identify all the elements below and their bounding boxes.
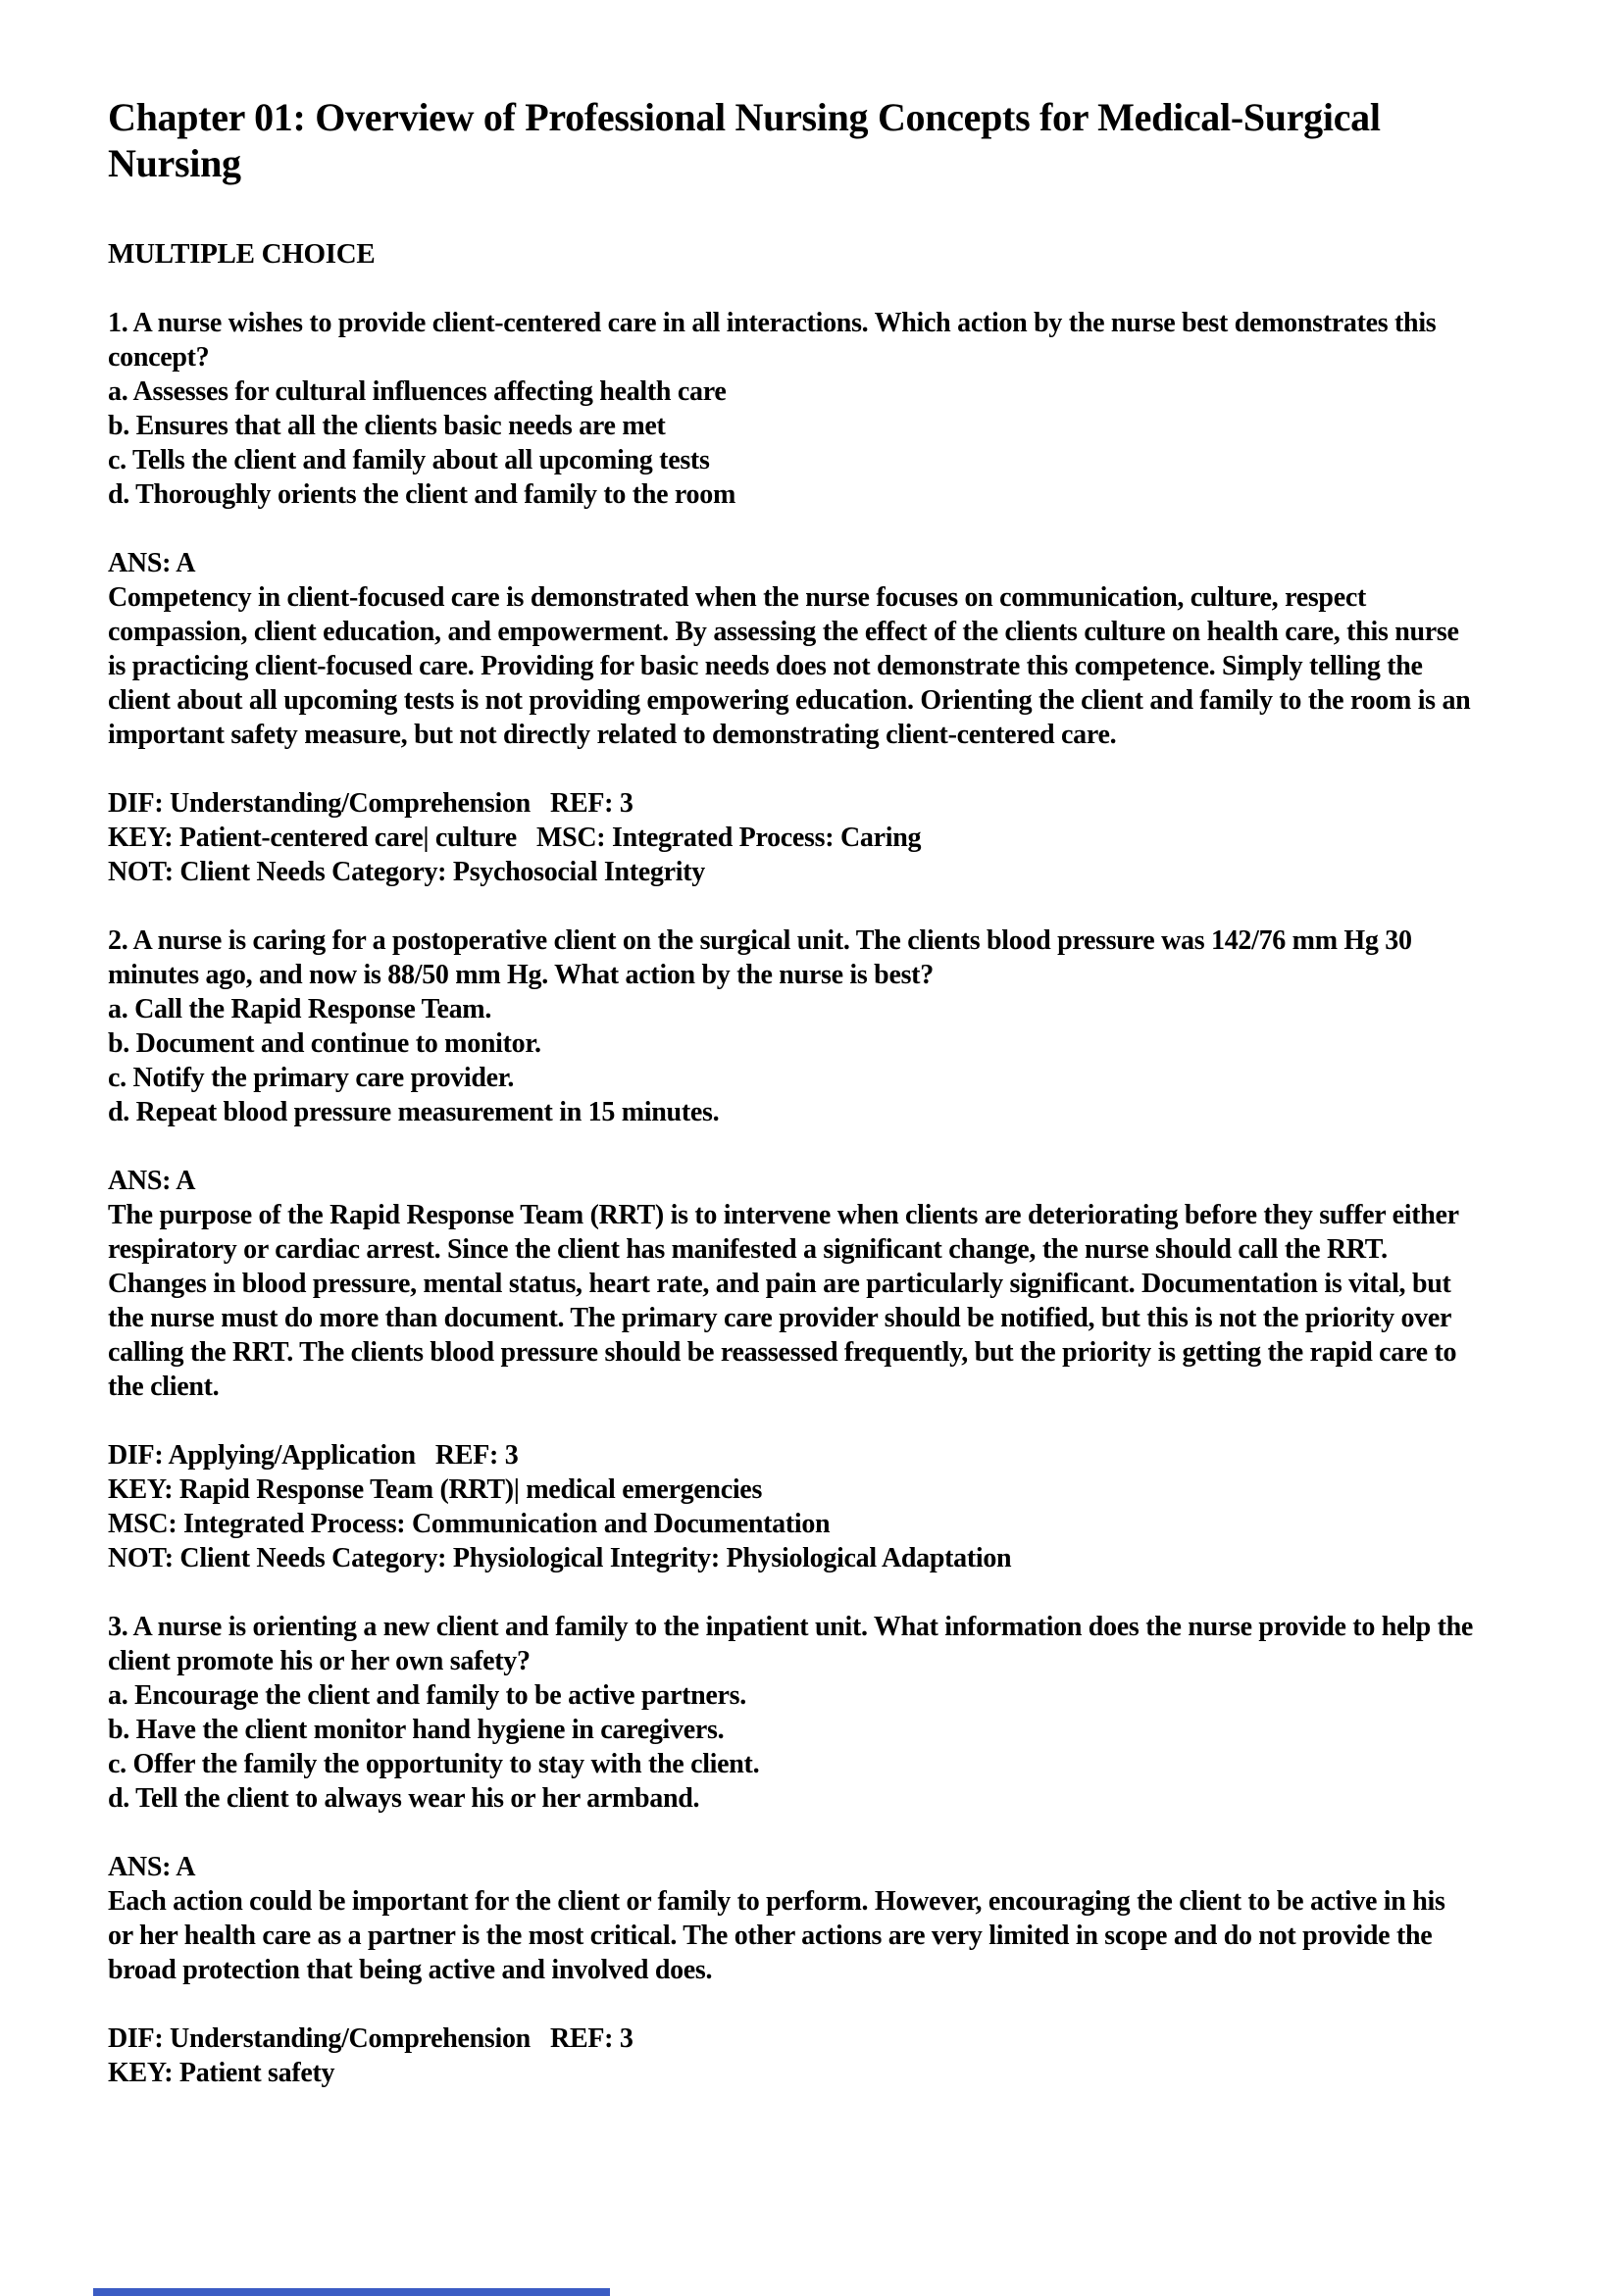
question-3-answer: ANS: A — [108, 1852, 196, 1882]
question-3-meta-dif: DIF: Understanding/Comprehension REF: 3 — [108, 2023, 633, 2054]
question-1-option-a: a. Assesses for cultural influences affecting health care — [108, 376, 727, 407]
question-3 — [108, 1610, 1476, 2090]
question-2-meta — [108, 1438, 1476, 1575]
question-3-option-c: c. Offer the family the opportunity to stay with the client. — [108, 1749, 760, 1779]
question-2-meta-not: NOT: Client Needs Category: Physiological Integrity: Physiological Adaptation — [108, 1543, 1012, 1573]
question-1 — [108, 306, 1476, 889]
question-3-option-d: d. Tell the client to always wear his or her armband. — [108, 1783, 700, 1814]
question-3-stem: 3. A nurse is orienting a new client and family to the inpatient unit. What information does the nurse provide to help the client promote his or her own safety? — [108, 1612, 1474, 1676]
question-2-option-c: c. Notify the primary care provider. — [108, 1063, 515, 1093]
question-1-rationale: Competency in client-focused care is demonstrated when the nurse focuses on communication, culture, respect compassion, client education, and empowerment. By assessing the effect of the clients culture on health care, this nurse is practicing client-focused care. Providing for basic needs does not demonstrate this competence. Simply telling the client about all upcoming tests is not providing empowering education. Orienting the client and family to the room is an important safety measure, but not directly related to demonstrating client-centered care. — [108, 582, 1471, 750]
question-2-meta-msc: MSC: Integrated Process: Communication and Documentation — [108, 1509, 831, 1539]
question-1-meta-not: NOT: Client Needs Category: Psychosocial Integrity — [108, 857, 705, 887]
footer-banner-partial — [93, 2288, 610, 2296]
question-1-stem: 1. A nurse wishes to provide client-centered care in all interactions. Which action by the nurse best demonstrates this concept? — [108, 308, 1437, 373]
question-3-meta — [108, 2021, 1476, 2090]
question-3-option-a: a. Encourage the client and family to be active partners. — [108, 1680, 746, 1711]
question-2-option-b: b. Document and continue to monitor. — [108, 1028, 541, 1059]
question-3-meta-key: KEY: Patient safety — [108, 2058, 335, 2088]
question-1-meta — [108, 786, 1476, 889]
question-2-meta-dif: DIF: Applying/Application REF: 3 — [108, 1440, 519, 1471]
question-2-meta-key: KEY: Rapid Response Team (RRT)| medical emergencies — [108, 1474, 763, 1505]
question-3-rationale: Each action could be important for the client or family to perform. However, encouraging the client to be active in his or her health care as a partner is the most critical. The other actions are very limited in scope and do not provide the broad protection that being active and involved does. — [108, 1886, 1445, 1985]
question-2-stem: 2. A nurse is caring for a postoperative client on the surgical unit. The clients blood pressure was 142/76 mm Hg 30 minutes ago, and now is 88/50 mm Hg. What action by the nurse is best? — [108, 925, 1412, 990]
question-2-option-a: a. Call the Rapid Response Team. — [108, 994, 492, 1024]
question-2 — [108, 923, 1476, 1575]
section-heading: MULTIPLE CHOICE — [108, 238, 376, 270]
question-1-meta-dif: DIF: Understanding/Comprehension REF: 3 — [108, 788, 633, 819]
question-2-answer: ANS: A — [108, 1166, 196, 1196]
question-3-option-b: b. Have the client monitor hand hygiene in caregivers. — [108, 1715, 725, 1745]
question-1-option-b: b. Ensures that all the clients basic needs are met — [108, 411, 666, 441]
question-2-rationale: The purpose of the Rapid Response Team (RRT) is to intervene when clients are deteriorating before they suffer either respiratory or cardiac arrest. Since the client has manifested a significant change, the nurse should call the RRT. Changes in blood pressure, mental status, heart rate, and pain are particularly significant. Documentation is vital, but the nurse must do more than document. The primary care provider should be notified, but this is not the priority over calling the RRT. The clients blood pressure should be reassessed frequently, but the priority is getting the rapid care to the client. — [108, 1200, 1459, 1402]
question-1-answer: ANS: A — [108, 548, 196, 578]
question-2-option-d: d. Repeat blood pressure measurement in 15 minutes. — [108, 1097, 720, 1127]
question-1-option-c: c. Tells the client and family about all upcoming tests — [108, 445, 710, 475]
question-1-meta-key: KEY: Patient-centered care| culture MSC: Integrated Process: Caring — [108, 823, 922, 853]
question-1-option-d: d. Thoroughly orients the client and family to the room — [108, 479, 735, 510]
page-title: Chapter 01: Overview of Professional Nursing Concepts for Medical-Surgical Nursing — [108, 95, 1381, 185]
